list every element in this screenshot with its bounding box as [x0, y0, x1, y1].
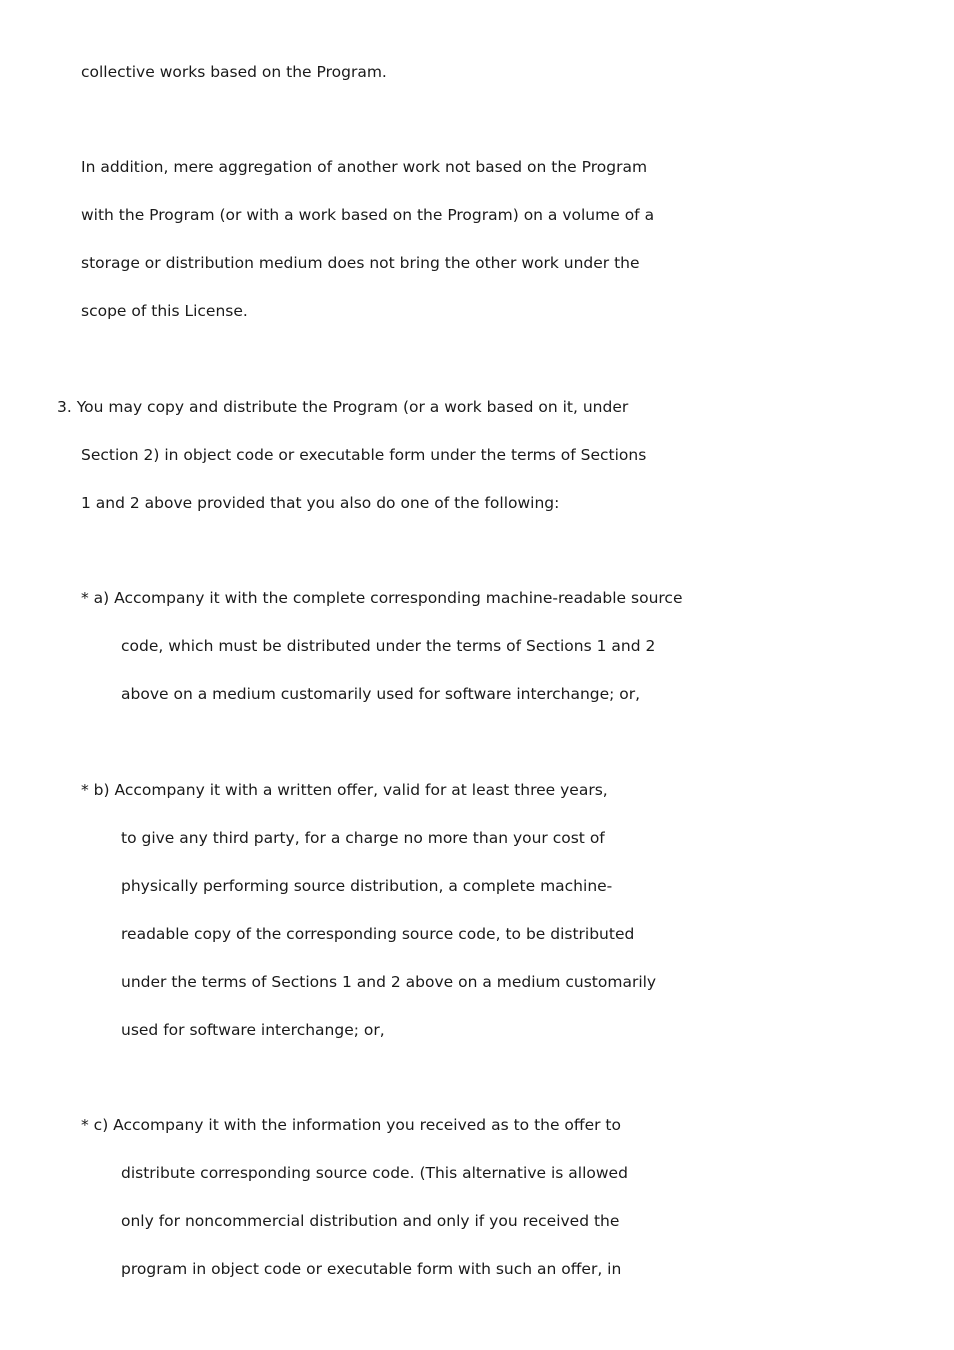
- list-item-b: * b) Accompany it with a written offer, valid for at least three years,: [81, 781, 608, 799]
- text-line: distribute corresponding source code. (This alternative is allowed: [121, 1164, 628, 1182]
- text-line: storage or distribution medium does not bring the other work under the: [81, 254, 640, 272]
- text-line: under the terms of Sections 1 and 2 above on a medium customarily: [121, 973, 657, 991]
- text-line: only for noncommercial distribution and only if you received the: [121, 1212, 620, 1230]
- list-item-c: * c) Accompany it with the information you received as to the offer to: [81, 1116, 621, 1134]
- text-line: scope of this License.: [81, 302, 248, 320]
- text-line: code, which must be distributed under the terms of Sections 1 and 2: [121, 637, 656, 655]
- text-line: program in object code or executable form with such an offer, in: [121, 1260, 622, 1278]
- text-line: to give any third party, for a charge no more than your cost of: [121, 829, 605, 847]
- section-heading-line: 3. You may copy and distribute the Program (or a work based on it, under: [57, 398, 629, 416]
- text-line: In addition, mere aggregation of another work not based on the Program: [81, 158, 648, 176]
- text-line: with the Program (or with a work based on the Program) on a volume of a: [81, 206, 655, 224]
- list-item-a: * a) Accompany it with the complete corresponding machine-readable source: [81, 589, 683, 607]
- text-line: Section 2) in object code or executable form under the terms of Sections: [81, 446, 647, 464]
- text-line: above on a medium customarily used for software interchange; or,: [121, 685, 641, 703]
- text-line: readable copy of the corresponding source code, to be distributed: [121, 925, 635, 943]
- text-line: 1 and 2 above provided that you also do one of the following:: [81, 494, 560, 512]
- text-line: physically performing source distribution, a complete machine-: [121, 877, 613, 895]
- text-line: collective works based on the Program.: [81, 63, 387, 81]
- text-line: used for software interchange; or,: [121, 1021, 385, 1039]
